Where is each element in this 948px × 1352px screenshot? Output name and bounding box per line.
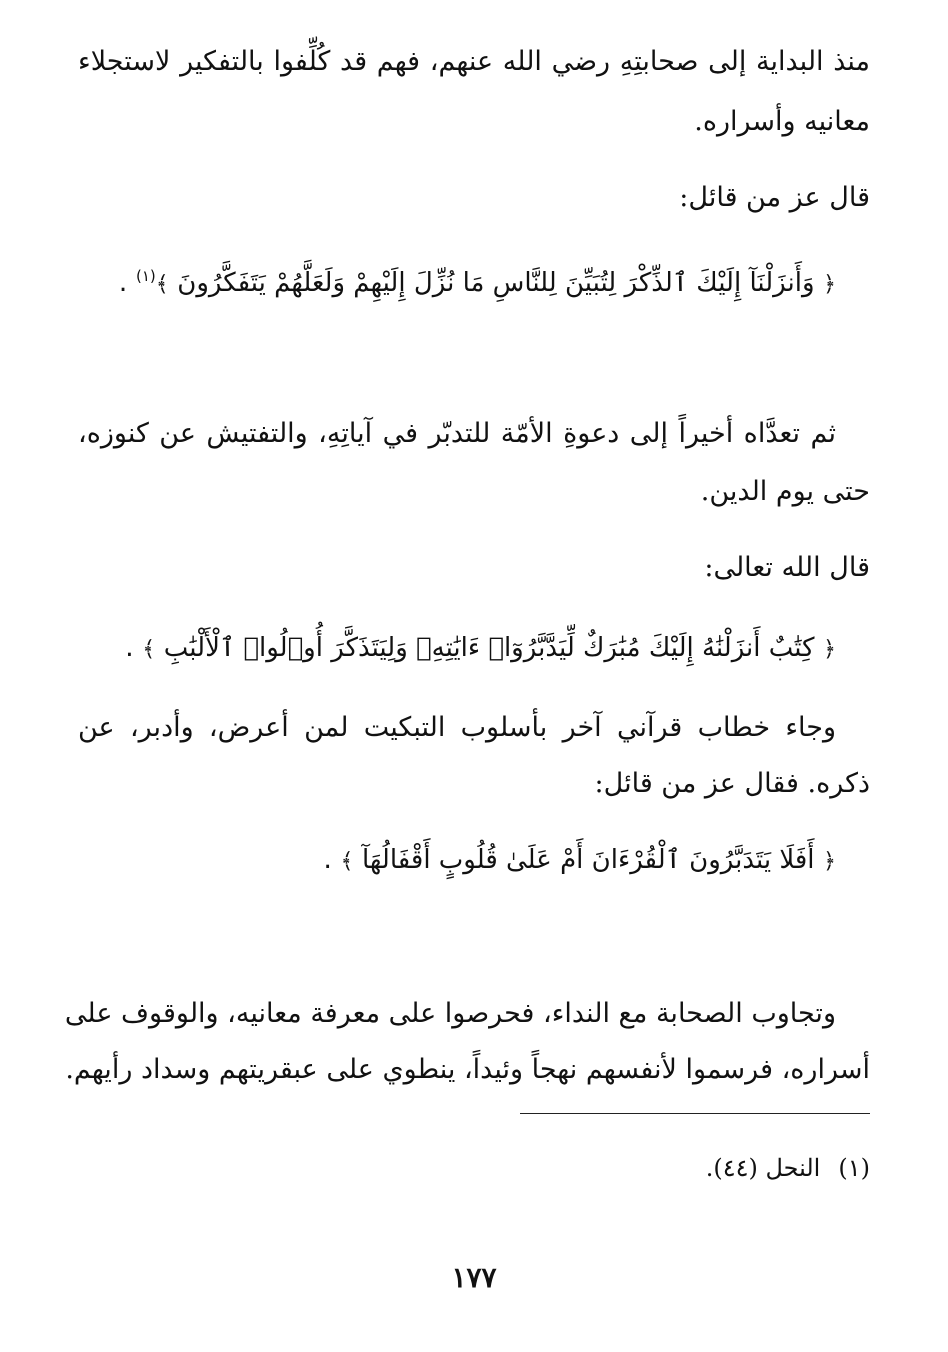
paragraph-3-line-2: ذكره. فقال عز من قائل: — [594, 768, 870, 799]
verse-2-text: كِتَٰبٌ أَنزَلْنَٰهُ إِلَيْكَ مُبَٰرَكٌ لِّيَدَّبَّرُوٓا۟ ءَايَٰتِهِۦ وَلِيَتَذَكَّرَ أُو۟لُوا۟ ٱلْأَلْبَٰبِ — [163, 633, 815, 663]
footnote-text: النحل (٤٤). — [705, 1154, 821, 1182]
intro-line-1: قال عز من قائل: — [679, 182, 870, 213]
footnote-reference: (١) — [135, 267, 156, 285]
footnote — [706, 1150, 870, 1186]
quran-verse-1 — [119, 254, 836, 307]
verse-close-bracket: ﴾ — [142, 637, 156, 662]
footnote-number: (١) — [838, 1154, 870, 1182]
paragraph-2-line-2: حتى يوم الدين. — [700, 476, 870, 507]
paragraph-4-line-2: أسراره، فرسموا لأنفسهم نهجاً وئيداً، ينطوي على عبقريتهم وسداد رأيهم. — [65, 1054, 870, 1085]
verse-open-bracket: ﴿ — [823, 637, 836, 662]
paragraph-1-line-2: معانيه وأسراره. — [694, 106, 870, 137]
verse-period: . — [125, 632, 134, 663]
verse-close-bracket: ﴾ — [155, 272, 169, 297]
paragraph-4-line-1: وتجاوب الصحابة مع النداء، فحرصوا على معرفة معانيه، والوقوف على — [64, 998, 836, 1029]
verse-1-text: وَأَنزَلْنَآ إِلَيْكَ ٱلذِّكْرَ لِتُبَيِّنَ لِلنَّاسِ مَا نُزِّلَ إِلَيْهِمْ وَلَعَلَّهُمْ يَتَفَكَّرُونَ — [177, 268, 815, 298]
paragraph-1-line-1: منذ البداية إلى صحابتِهِ رضي الله عنهم، فهم قد كُلِّفوا بالتفكير لاستجلاء — [78, 46, 870, 77]
verse-close-bracket: ﴾ — [340, 849, 354, 874]
paragraph-3-line-1: وجاء خطاب قرآني آخر بأسلوب التبكيت لمن أعرض، وأدبر، عن — [78, 712, 836, 743]
verse-period: . — [118, 267, 128, 298]
paragraph-2-line-1: ثم تعدَّاه أخيراً إلى دعوةِ الأمّة للتدبّر في آياتِهِ، والتفتيش عن كنوزه، — [78, 418, 836, 449]
quran-verse-3 — [323, 838, 836, 884]
verse-period: . — [323, 844, 332, 875]
footnote-divider — [520, 1113, 870, 1114]
verse-open-bracket: ﴿ — [823, 272, 836, 297]
intro-line-2: قال الله تعالى: — [704, 552, 870, 583]
verse-3-text: أَفَلَا يَتَدَبَّرُونَ ٱلْقُرْءَانَ أَمْ عَلَىٰ قُلُوبٍ أَقْفَالُهَآ — [361, 845, 815, 875]
verse-open-bracket: ﴿ — [823, 849, 836, 874]
quran-verse-2 — [125, 626, 836, 672]
page-number: ١٧٧ — [451, 1261, 497, 1294]
